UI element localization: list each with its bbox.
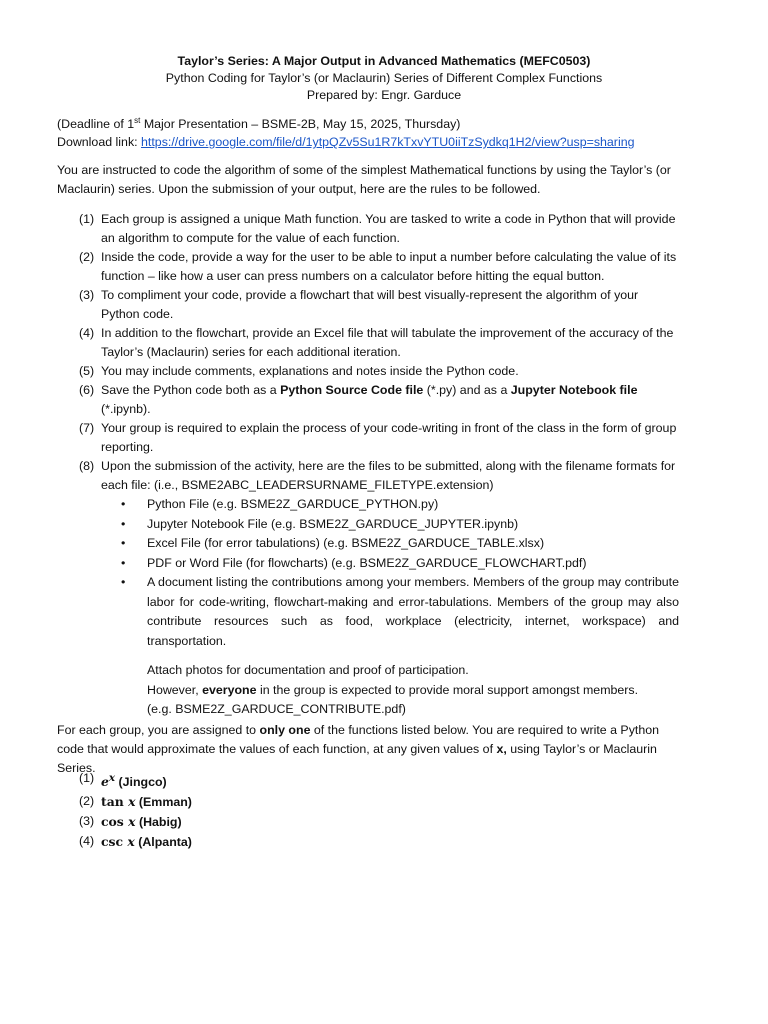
rule-item (57, 286, 679, 324)
rule-item (57, 248, 679, 286)
function-item (57, 792, 192, 812)
rule-number: (8) (79, 459, 95, 473)
function-formula (101, 774, 115, 789)
function-number: (4) (79, 834, 95, 849)
attach-line: (e.g. BSME2Z_GARDUCE_CONTRIBUTE.pdf) (147, 702, 406, 716)
bullet-icon: • (121, 555, 126, 570)
rule-text: In addition to the flowchart, provide an Excel file that will tabulate the improvement of the accuracy of the Taylor’s (Maclaurin) series for each additional iteration. (101, 326, 674, 359)
function-number: (1) (79, 771, 95, 785)
function-item (57, 769, 192, 792)
document-header (0, 53, 768, 104)
deadline-suffix: Major Presentation – BSME-2B, May 15, 2025, Thursday) (140, 117, 461, 131)
rule-number: (3) (79, 288, 95, 302)
rule-item (57, 381, 679, 419)
download-line (57, 133, 682, 151)
prepared-by: Prepared by: Engr. Garduce (306, 88, 462, 102)
rule-number: (6) (79, 383, 95, 397)
download-label: Download link: (57, 135, 142, 149)
file-item (101, 495, 679, 515)
file-item (101, 573, 679, 651)
assign-emphasis: x, (496, 742, 507, 756)
rule-number: (7) (79, 421, 95, 435)
python-source-file-label: Python Source Code file (280, 383, 424, 397)
rule-item (57, 210, 679, 248)
function-base: csc (101, 834, 128, 850)
jupyter-notebook-file-label: Jupyter Notebook file (510, 383, 638, 397)
rule-number: (2) (79, 250, 95, 264)
attach-text: in the group is expected to provide moral support amongst members. (256, 682, 639, 697)
deadline-prefix: (Deadline of 1 (57, 117, 135, 131)
function-assignee: (Jingco) (115, 775, 167, 790)
attach-note (147, 661, 679, 720)
file-text: Python File (e.g. BSME2Z_GARDUCE_PYTHON.py) (147, 497, 439, 511)
attach-line (147, 681, 679, 701)
rules-list (57, 210, 679, 720)
assign-emphasis: only one (259, 723, 311, 737)
function-item (57, 832, 192, 852)
file-text: Jupyter Notebook File (e.g. BSME2Z_GARDUCE_JUPYTER.ipynb) (147, 516, 519, 531)
attach-text: However, (147, 682, 203, 697)
download-link[interactable]: https://drive.google.com/file/d/1ytpQZv5Su1R7kTxvYTU0iiTzSydkq1H2/view?usp=sharing (141, 135, 635, 149)
rule-number: (1) (79, 212, 95, 226)
function-argument: x (127, 834, 135, 850)
function-assignee: (Alpanta) (134, 835, 192, 850)
document-subtitle: Python Coding for Taylor’s (or Maclaurin) Series of Different Complex Functions (165, 71, 603, 85)
rule-text: Upon the submission of the activity, here are the files to be submitted, along with the filename formats for each file: (i.e., BSME2ABC_LEADERSURNAME_FILETYPE.extension) (101, 459, 676, 492)
rule-text: Save the Python code both as a (101, 383, 281, 397)
function-assignee: (Emman) (135, 795, 192, 810)
functions-list (57, 769, 192, 852)
file-text: Excel File (for error tabulations) (e.g. BSME2Z_GARDUCE_TABLE.xlsx) (147, 536, 545, 550)
rule-text: (*.py) and as a (423, 383, 511, 397)
intro-paragraph: You are instructed to code the algorithm of some of the simplest Mathematical functions by using the Taylor’s (or Maclaurin) series. Upon the submission of your output, here are the rules to be followed. (57, 163, 671, 196)
deadline-ordinal: st (134, 115, 141, 125)
bullet-icon: • (121, 516, 126, 531)
function-argument: x (128, 814, 136, 830)
rule-item (57, 419, 679, 457)
attach-emphasis: everyone (202, 682, 257, 697)
files-list (101, 495, 679, 651)
file-item (101, 515, 679, 535)
rule-text: To compliment your code, provide a flowchart that will best visually-represent the algorithm of your Python code. (101, 288, 639, 321)
rule-item (57, 362, 679, 381)
rule-number: (5) (79, 364, 95, 378)
bullet-icon: • (121, 497, 126, 511)
rule-text: Each group is assigned a unique Math function. You are tasked to write a code in Python that will provide an algorithm to compute for the value of each function. (101, 212, 676, 245)
file-item (101, 554, 679, 574)
function-base: e (101, 774, 109, 790)
attach-line: Attach photos for documentation and proof of participation. (147, 663, 469, 677)
bullet-icon: • (121, 536, 126, 550)
rule-text: (*.ipynb). (101, 402, 151, 416)
file-item (101, 534, 679, 554)
function-base: cos (101, 814, 129, 830)
rule-text: Your group is required to explain the process of your code-writing in front of the class in the form of group reporting. (101, 421, 677, 454)
assign-text: using Taylor’s or Maclaurin Series. (57, 742, 657, 775)
file-text: A document listing the contributions among your members. Members of the group may contribute labor for code-writing, flowchart-making and error-tabulations. Members of the group may also contribute resources such as food, workplace (electricity, internet, workspace) and transportation. (147, 575, 679, 648)
assign-text: of the functions listed below. You are required to write a Python code that would approximate the values of each function, at any given values of (57, 723, 660, 756)
assign-text: For each group, you are assigned to (57, 723, 260, 737)
bullet-icon: • (121, 575, 126, 589)
function-formula (101, 834, 135, 849)
function-formula (101, 794, 135, 809)
function-base: tan (101, 794, 129, 810)
rule-item (57, 324, 679, 362)
function-number: (3) (79, 814, 95, 829)
rule-text: Inside the code, provide a way for the user to be able to input a number before calculating the value of its function – like how a user can press numbers on a calculator before hitting the equal button. (101, 250, 677, 283)
function-assignee: (Habig) (135, 815, 182, 830)
rule-number: (4) (79, 326, 95, 340)
rule-text: You may include comments, explanations and notes inside the Python code. (101, 364, 519, 378)
deadline-line (57, 115, 682, 133)
function-number: (2) (79, 794, 95, 809)
deadline-section (57, 115, 682, 151)
function-argument: x (128, 794, 136, 810)
rule-item (57, 457, 679, 720)
function-item (57, 812, 192, 832)
function-formula (101, 814, 136, 829)
document-title: Taylor’s Series: A Major Output in Advanced Mathematics (MEFC0503) (177, 54, 591, 68)
file-text: PDF or Word File (for flowcharts) (e.g. BSME2Z_GARDUCE_FLOWCHART.pdf) (147, 555, 587, 570)
function-exponent: x (108, 772, 116, 784)
